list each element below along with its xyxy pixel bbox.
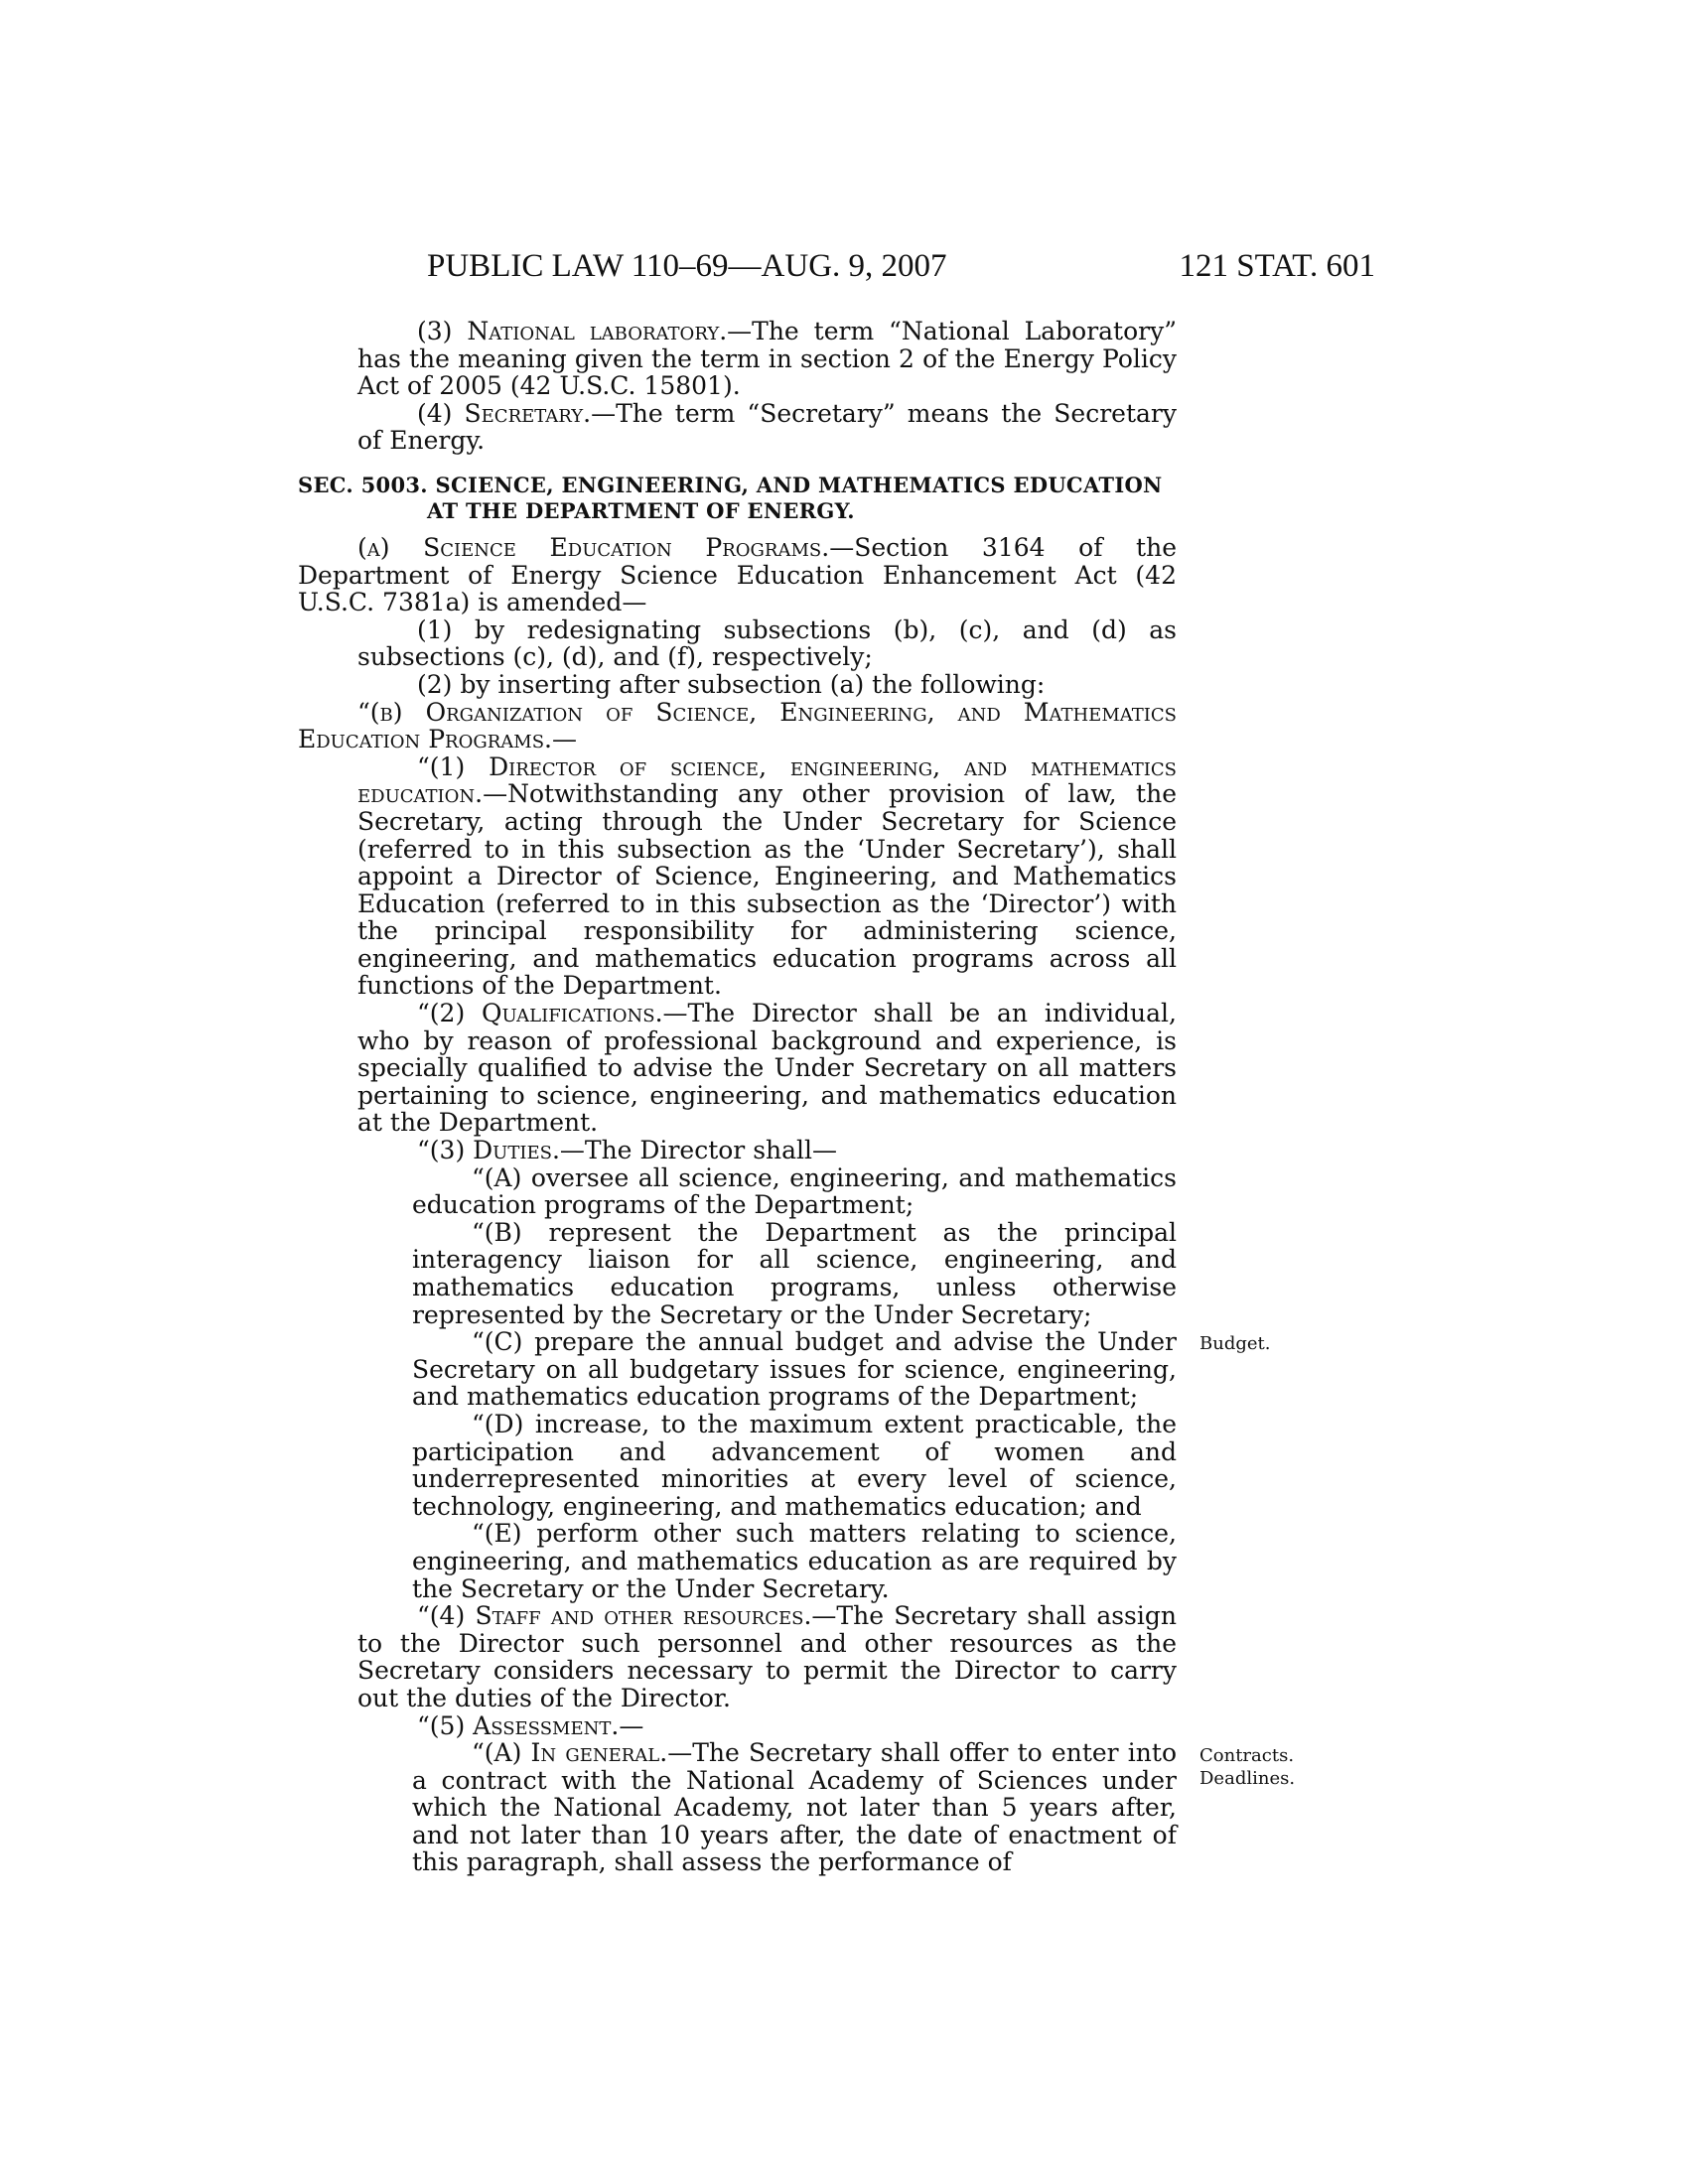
- paragraph-b4-text: —The Secretary shall assign to the Director such personnel and other resources as the Secretary considers necessary to permit the Director to carry out the duties of the Director.: [357, 1601, 1177, 1712]
- clause-b3D: “(D) increase, to the maximum extent practicable, the participation and advancement of women and underrepresented minorities at every level of science, technology, engineering, and mathematics education; and: [412, 1409, 1177, 1521]
- paragraph-b3-heading: “(3) Duties.: [417, 1136, 560, 1165]
- paragraph-b1-heading: “(1) Director of science, engineering, and mathematics education.: [357, 751, 1177, 809]
- amendment-1: (1) by redesignating subsections (b), (c), and (d) as subsections (c), (d), and (f), respectively;: [357, 614, 1177, 672]
- subsection-b-dash: —: [551, 725, 577, 754]
- paragraph-b5: [357, 1712, 1177, 1740]
- paragraph-b5-text: —: [619, 1710, 644, 1740]
- subsection-a-heading: (a) Science Education Programs.: [357, 532, 830, 562]
- subsection-a: [298, 534, 1177, 616]
- margin-note-budget: Budget.: [1199, 1333, 1271, 1354]
- clause-b3E: “(E) perform other such matters relating to science, engineering, and mathematics education as are required by the Secretary or the Under Secretary.: [412, 1519, 1177, 1603]
- paragraph-b2-text: —The Director shall be an individual, who by reason of professional background and experience, is specially qualified to advise the Under Secretary on all matters pertaining to science, engineering, and mathematics education at the Department.: [357, 999, 1177, 1138]
- paragraph-b4-heading: “(4) Staff and other resources.: [417, 1601, 812, 1631]
- subsection-a-text: —Section 3164 of the Department of Energy Science Education Enhancement Act (42 U.S.C. 7381a) is amended—: [298, 532, 1177, 617]
- section-heading: SEC. 5003. SCIENCE, ENGINEERING, AND MATHEMATICS EDUCATION AT THE DEPARTMENT OF ENERGY.: [298, 472, 1163, 523]
- paragraph-b1-text: —Notwithstanding any other provision of law, the Secretary, acting through the Under Secretary for Science (referred to in this subsection as the ‘Under Secretary’), shall appoint a Director of Science, Engineering, and Mathematics Education (referred to in this subsection as the ‘Director’) with the principal responsibility for administering science, engineering, and mathematics education programs across all functions of the Department.: [357, 779, 1177, 1001]
- paragraph-3: [357, 318, 1177, 400]
- amendment-2: (2) by inserting after subsection (a) the following:: [417, 669, 1046, 699]
- paragraph-b3: [357, 1137, 1177, 1164]
- paragraph-4-heading: (4) Secretary.: [417, 398, 592, 428]
- running-title: PUBLIC LAW 110–69—AUG. 9, 2007: [427, 248, 947, 284]
- margin-note-contracts: Contracts.: [1199, 1745, 1295, 1766]
- paragraph-b5-heading: “(5) Assessment.: [417, 1710, 620, 1740]
- clause-b3C: “(C) prepare the annual budget and advise the Under Secretary on all budgetary issues for science, engineering, and mathematics education programs of the Department;: [412, 1327, 1177, 1412]
- clause-b5A-heading: “(A) In general.: [472, 1738, 668, 1768]
- paragraph-b2: [357, 1000, 1177, 1137]
- margin-note-deadlines: Deadlines.: [1199, 1768, 1296, 1789]
- clause-b3B: “(B) represent the Department as the principal interagency liaison for all science, engineering, and mathematics education programs, unless otherwise represented by the Secretary or the Under Secretary;: [412, 1217, 1177, 1329]
- clause-b3A: “(A) oversee all science, engineering, and mathematics education programs of the Department;: [412, 1162, 1177, 1220]
- paragraph-b2-heading: “(2) Qualifications.: [417, 999, 663, 1028]
- paragraph-b4: [357, 1602, 1177, 1711]
- document-body: [298, 318, 1177, 1876]
- statute-page-number: 121 STAT. 601: [1179, 248, 1375, 284]
- paragraph-4: [357, 400, 1177, 455]
- paragraph-4-text: —The term “Secretary” means the Secretary of Energy.: [357, 398, 1177, 456]
- subsection-b: [298, 699, 1177, 753]
- paragraph-3-heading: (3) National laboratory.: [417, 317, 728, 345]
- paragraph-b3-text: —The Director shall—: [559, 1136, 838, 1165]
- clause-b5A-text: —The Secretary shall offer to enter into a contract with the National Academy of Sciences under which the National Academy, not later than 5 years after, and not later than 10 years after, the date of enactment of this paragraph, shall assess the performance of: [412, 1738, 1177, 1877]
- clause-b5A: [412, 1739, 1177, 1876]
- paragraph-3-text: —The term “National Laboratory” has the meaning given the term in section 2 of the Energy Policy Act of 2005 (42 U.S.C. 15801).: [357, 317, 1178, 401]
- paragraph-b1: [357, 753, 1177, 1000]
- subsection-b-heading: “(b) Organization of Science, Engineering, and Mathematics Education Programs.: [298, 697, 1177, 754]
- page-header: [427, 248, 1375, 288]
